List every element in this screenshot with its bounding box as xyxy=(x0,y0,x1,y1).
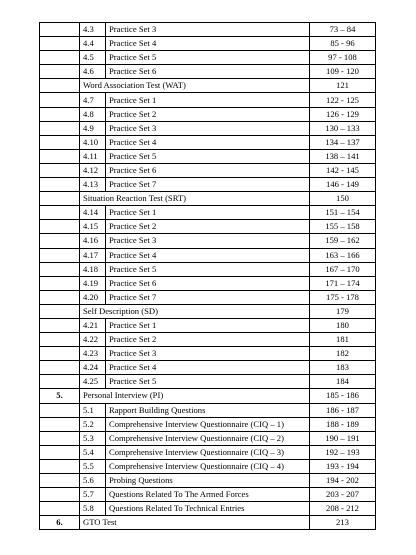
section-number: 4.11 xyxy=(80,149,106,163)
toc-row-chapter xyxy=(40,389,376,403)
chapter-cell-empty xyxy=(40,65,80,79)
page-range: 184 xyxy=(310,375,376,389)
section-number: 4.23 xyxy=(80,347,106,361)
chapter-cell-empty xyxy=(40,333,80,347)
chapter-cell-empty xyxy=(40,37,80,51)
entry-title: Practice Set 4 xyxy=(106,248,310,262)
toc-row-item xyxy=(40,65,376,79)
page-range: 109 - 120 xyxy=(310,65,376,79)
chapter-cell-empty xyxy=(40,304,80,318)
page-range: 183 xyxy=(310,361,376,375)
page-range: 179 xyxy=(310,304,376,318)
entry-title: Practice Set 1 xyxy=(106,206,310,220)
chapter-cell-empty xyxy=(40,149,80,163)
section-number: 4.13 xyxy=(80,178,106,192)
chapter-cell-empty xyxy=(40,23,80,37)
section-number: 4.10 xyxy=(80,135,106,149)
entry-title: Practice Set 6 xyxy=(106,65,310,79)
section-number: 4.8 xyxy=(80,107,106,121)
section-number: 4.21 xyxy=(80,318,106,332)
toc-row-item xyxy=(40,290,376,304)
page-range: 181 xyxy=(310,333,376,347)
chapter-number: 5. xyxy=(40,389,80,403)
chapter-cell-empty xyxy=(40,417,80,431)
chapter-cell-empty xyxy=(40,234,80,248)
section-number: 4.17 xyxy=(80,248,106,262)
toc-body xyxy=(40,23,376,530)
entry-title: Practice Set 7 xyxy=(106,290,310,304)
toc-row-item xyxy=(40,23,376,37)
entry-title: Practice Set 3 xyxy=(106,347,310,361)
toc-row-item xyxy=(40,51,376,65)
toc-row-item xyxy=(40,276,376,290)
page-range: 126 - 129 xyxy=(310,107,376,121)
page-range: 188 - 189 xyxy=(310,417,376,431)
chapter-cell-empty xyxy=(40,474,80,488)
section-number: 5.8 xyxy=(80,502,106,516)
page-range: 203 - 207 xyxy=(310,488,376,502)
entry-title: Practice Set 2 xyxy=(106,333,310,347)
section-number: 4.18 xyxy=(80,262,106,276)
section-number: 5.7 xyxy=(80,488,106,502)
section-number: 5.4 xyxy=(80,445,106,459)
entry-title: Probing Questions xyxy=(106,474,310,488)
page-range: 138 – 141 xyxy=(310,149,376,163)
page-range: 175 - 178 xyxy=(310,290,376,304)
toc-row-chapter xyxy=(40,516,376,530)
toc-row-item xyxy=(40,178,376,192)
subsection-title: Word Association Test (WAT) xyxy=(80,79,310,93)
toc-row-item xyxy=(40,206,376,220)
page-range: 193 - 194 xyxy=(310,459,376,473)
page-range: 130 – 133 xyxy=(310,121,376,135)
toc-row-item xyxy=(40,459,376,473)
chapter-number: 6. xyxy=(40,516,80,530)
page-range: 151 – 154 xyxy=(310,206,376,220)
section-number: 4.20 xyxy=(80,290,106,304)
page-range: 185 - 186 xyxy=(310,389,376,403)
page-range: 186 - 187 xyxy=(310,403,376,417)
page-range: 190 – 191 xyxy=(310,431,376,445)
toc-row-item xyxy=(40,347,376,361)
toc-row-item xyxy=(40,248,376,262)
chapter-cell-empty xyxy=(40,121,80,135)
page-range: 97 - 108 xyxy=(310,51,376,65)
section-number: 5.3 xyxy=(80,431,106,445)
page-range: 208 - 212 xyxy=(310,502,376,516)
table-of-contents xyxy=(39,22,376,530)
entry-title: Practice Set 4 xyxy=(106,135,310,149)
section-number: 5.1 xyxy=(80,403,106,417)
section-number: 4.9 xyxy=(80,121,106,135)
chapter-cell-empty xyxy=(40,502,80,516)
toc-row-item xyxy=(40,445,376,459)
page-range: 146 - 149 xyxy=(310,178,376,192)
section-number: 4.22 xyxy=(80,333,106,347)
toc-row-item xyxy=(40,474,376,488)
toc-row-section xyxy=(40,192,376,206)
page-range: 171 – 174 xyxy=(310,276,376,290)
entry-title: Comprehensive Interview Questionnaire (CIQ – 2) xyxy=(106,431,310,445)
entry-title: Rapport Building Questions xyxy=(106,403,310,417)
chapter-cell-empty xyxy=(40,192,80,206)
entry-title: Practice Set 2 xyxy=(106,107,310,121)
section-number: 4.15 xyxy=(80,220,106,234)
entry-title: Practice Set 2 xyxy=(106,220,310,234)
subsection-title: Self Description (SD) xyxy=(80,304,310,318)
toc-row-section xyxy=(40,79,376,93)
chapter-cell-empty xyxy=(40,361,80,375)
page-range: 142 - 145 xyxy=(310,163,376,177)
toc-row-item xyxy=(40,135,376,149)
toc-row-item xyxy=(40,333,376,347)
page-range: 122 - 125 xyxy=(310,93,376,107)
entry-title: Practice Set 3 xyxy=(106,234,310,248)
toc-row-item xyxy=(40,403,376,417)
section-number: 4.4 xyxy=(80,37,106,51)
page-range: 182 xyxy=(310,347,376,361)
page-range: 192 – 193 xyxy=(310,445,376,459)
chapter-cell-empty xyxy=(40,431,80,445)
chapter-cell-empty xyxy=(40,459,80,473)
chapter-cell-empty xyxy=(40,347,80,361)
entry-title: Practice Set 5 xyxy=(106,262,310,276)
toc-row-item xyxy=(40,107,376,121)
page-range: 180 xyxy=(310,318,376,332)
page-range: 150 xyxy=(310,192,376,206)
entry-title: Questions Related To Technical Entries xyxy=(106,502,310,516)
page-range: 73 – 84 xyxy=(310,23,376,37)
page-range: 213 xyxy=(310,516,376,530)
entry-title: Practice Set 5 xyxy=(106,149,310,163)
chapter-cell-empty xyxy=(40,178,80,192)
page-range: 134 – 137 xyxy=(310,135,376,149)
chapter-title: Personal Interview (PI) xyxy=(80,389,310,403)
chapter-cell-empty xyxy=(40,93,80,107)
toc-row-item xyxy=(40,431,376,445)
chapter-cell-empty xyxy=(40,262,80,276)
toc-row-item xyxy=(40,488,376,502)
toc-row-item xyxy=(40,163,376,177)
toc-row-item xyxy=(40,375,376,389)
entry-title: Practice Set 1 xyxy=(106,93,310,107)
section-number: 4.16 xyxy=(80,234,106,248)
toc-row-item xyxy=(40,93,376,107)
page-range: 194 - 202 xyxy=(310,474,376,488)
chapter-cell-empty xyxy=(40,51,80,65)
chapter-cell-empty xyxy=(40,375,80,389)
page-range: 121 xyxy=(310,79,376,93)
chapter-cell-empty xyxy=(40,403,80,417)
entry-title: Comprehensive Interview Questionnaire (CIQ – 3) xyxy=(106,445,310,459)
page-range: 155 – 158 xyxy=(310,220,376,234)
entry-title: Questions Related To The Armed Forces xyxy=(106,488,310,502)
chapter-cell-empty xyxy=(40,79,80,93)
entry-title: Practice Set 1 xyxy=(106,318,310,332)
section-number: 4.25 xyxy=(80,375,106,389)
chapter-title: GTO Test xyxy=(80,516,310,530)
entry-title: Practice Set 7 xyxy=(106,178,310,192)
section-number: 4.24 xyxy=(80,361,106,375)
entry-title: Practice Set 4 xyxy=(106,37,310,51)
toc-row-item xyxy=(40,361,376,375)
entry-title: Practice Set 3 xyxy=(106,121,310,135)
toc-row-item xyxy=(40,417,376,431)
entry-title: Comprehensive Interview Questionnaire (CIQ – 1) xyxy=(106,417,310,431)
chapter-cell-empty xyxy=(40,135,80,149)
toc-row-item xyxy=(40,262,376,276)
section-number: 4.6 xyxy=(80,65,106,79)
chapter-cell-empty xyxy=(40,318,80,332)
entry-title: Practice Set 3 xyxy=(106,23,310,37)
chapter-cell-empty xyxy=(40,290,80,304)
chapter-cell-empty xyxy=(40,163,80,177)
entry-title: Practice Set 6 xyxy=(106,276,310,290)
entry-title: Comprehensive Interview Questionnaire (CIQ – 4) xyxy=(106,459,310,473)
toc-row-item xyxy=(40,502,376,516)
page-range: 85 - 96 xyxy=(310,37,376,51)
section-number: 4.5 xyxy=(80,51,106,65)
section-number: 5.6 xyxy=(80,474,106,488)
toc-row-section xyxy=(40,304,376,318)
page-range: 163 – 166 xyxy=(310,248,376,262)
toc-row-item xyxy=(40,234,376,248)
section-number: 5.5 xyxy=(80,459,106,473)
entry-title: Practice Set 4 xyxy=(106,361,310,375)
entry-title: Practice Set 6 xyxy=(106,163,310,177)
chapter-cell-empty xyxy=(40,276,80,290)
chapter-cell-empty xyxy=(40,206,80,220)
toc-row-item xyxy=(40,121,376,135)
section-number: 4.19 xyxy=(80,276,106,290)
section-number: 5.2 xyxy=(80,417,106,431)
toc-row-item xyxy=(40,149,376,163)
chapter-cell-empty xyxy=(40,107,80,121)
page-range: 159 – 162 xyxy=(310,234,376,248)
toc-row-item xyxy=(40,37,376,51)
page-range: 167 – 170 xyxy=(310,262,376,276)
section-number: 4.14 xyxy=(80,206,106,220)
entry-title: Practice Set 5 xyxy=(106,51,310,65)
chapter-cell-empty xyxy=(40,248,80,262)
entry-title: Practice Set 5 xyxy=(106,375,310,389)
section-number: 4.3 xyxy=(80,23,106,37)
section-number: 4.12 xyxy=(80,163,106,177)
subsection-title: Situation Reaction Test (SRT) xyxy=(80,192,310,206)
section-number: 4.7 xyxy=(80,93,106,107)
toc-row-item xyxy=(40,220,376,234)
toc-row-item xyxy=(40,318,376,332)
chapter-cell-empty xyxy=(40,220,80,234)
chapter-cell-empty xyxy=(40,488,80,502)
chapter-cell-empty xyxy=(40,445,80,459)
